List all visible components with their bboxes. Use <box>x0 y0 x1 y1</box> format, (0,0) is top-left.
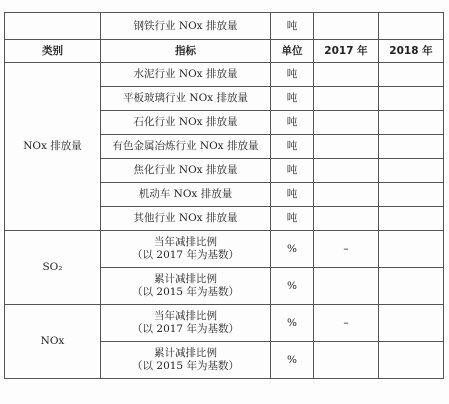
indicator-cell: 水泥行业 NOx 排放量 <box>101 63 271 87</box>
unit-cell: 吨 <box>271 135 314 159</box>
value-cell <box>379 87 444 111</box>
value-cell <box>314 268 379 305</box>
header-indicator: 指标 <box>101 40 271 63</box>
indicator-cell: 其他行业 NOx 排放量 <box>101 207 271 231</box>
value-cell <box>314 13 379 40</box>
unit-cell: 吨 <box>271 87 314 111</box>
indicator-line: 累计减排比例 <box>154 347 217 359</box>
indicator-cell <box>101 305 271 342</box>
table-row <box>5 231 444 268</box>
value-cell <box>314 135 379 159</box>
value-cell <box>379 183 444 207</box>
value-cell <box>314 342 379 379</box>
header-year-2017: 2017 年 <box>314 40 379 63</box>
unit-cell: % <box>271 231 314 268</box>
indicator-line: 累计减排比例 <box>154 273 217 285</box>
value-cell <box>379 159 444 183</box>
header-unit: 单位 <box>271 40 314 63</box>
indicator-cell: 焦化行业 NOx 排放量 <box>101 159 271 183</box>
unit-cell: % <box>271 268 314 305</box>
value-cell <box>379 305 444 342</box>
indicator-cell <box>101 268 271 305</box>
indicator-cell: 钢铁行业 NOx 排放量 <box>101 13 271 40</box>
indicator-cell: 石化行业 NOx 排放量 <box>101 111 271 135</box>
indicator-cell: 平板玻璃行业 NOx 排放量 <box>101 87 271 111</box>
value-cell <box>379 342 444 379</box>
indicator-line: 当年减排比例 <box>154 236 217 248</box>
value-cell <box>379 268 444 305</box>
value-cell <box>379 111 444 135</box>
category-cell-so2: SO₂ <box>5 231 101 305</box>
category-cell-nox: NOx <box>5 305 101 379</box>
value-cell: – <box>314 305 379 342</box>
unit-cell: 吨 <box>271 183 314 207</box>
indicator-cell <box>101 342 271 379</box>
indicator-basis: （以 2015 年为基数） <box>132 286 239 298</box>
indicator-basis: （以 2017 年为基数） <box>132 249 239 261</box>
table-row <box>5 305 444 342</box>
empty-cell <box>5 13 101 40</box>
unit-cell: 吨 <box>271 111 314 135</box>
emissions-table <box>4 12 444 379</box>
table-row <box>5 13 444 40</box>
unit-cell: % <box>271 305 314 342</box>
indicator-cell: 机动车 NOx 排放量 <box>101 183 271 207</box>
value-cell: – <box>314 231 379 268</box>
unit-cell: % <box>271 342 314 379</box>
unit-cell: 吨 <box>271 207 314 231</box>
value-cell <box>314 183 379 207</box>
value-cell <box>314 87 379 111</box>
value-cell <box>314 207 379 231</box>
table-row <box>5 63 444 87</box>
category-cell-nox-emission: NOx 排放量 <box>5 63 101 231</box>
value-cell <box>379 207 444 231</box>
header-year-2018: 2018 年 <box>379 40 444 63</box>
value-cell <box>314 111 379 135</box>
indicator-cell: 有色金属冶炼行业 NOx 排放量 <box>101 135 271 159</box>
indicator-basis: （以 2017 年为基数） <box>132 323 239 335</box>
header-row <box>5 40 444 63</box>
indicator-line: 当年减排比例 <box>154 310 217 322</box>
unit-cell: 吨 <box>271 159 314 183</box>
unit-cell: 吨 <box>271 63 314 87</box>
value-cell <box>379 63 444 87</box>
value-cell <box>314 159 379 183</box>
indicator-cell <box>101 231 271 268</box>
indicator-basis: （以 2015 年为基数） <box>132 360 239 372</box>
value-cell <box>379 135 444 159</box>
value-cell <box>314 63 379 87</box>
unit-cell: 吨 <box>271 13 314 40</box>
value-cell <box>379 13 444 40</box>
value-cell <box>379 231 444 268</box>
header-category: 类别 <box>5 40 101 63</box>
